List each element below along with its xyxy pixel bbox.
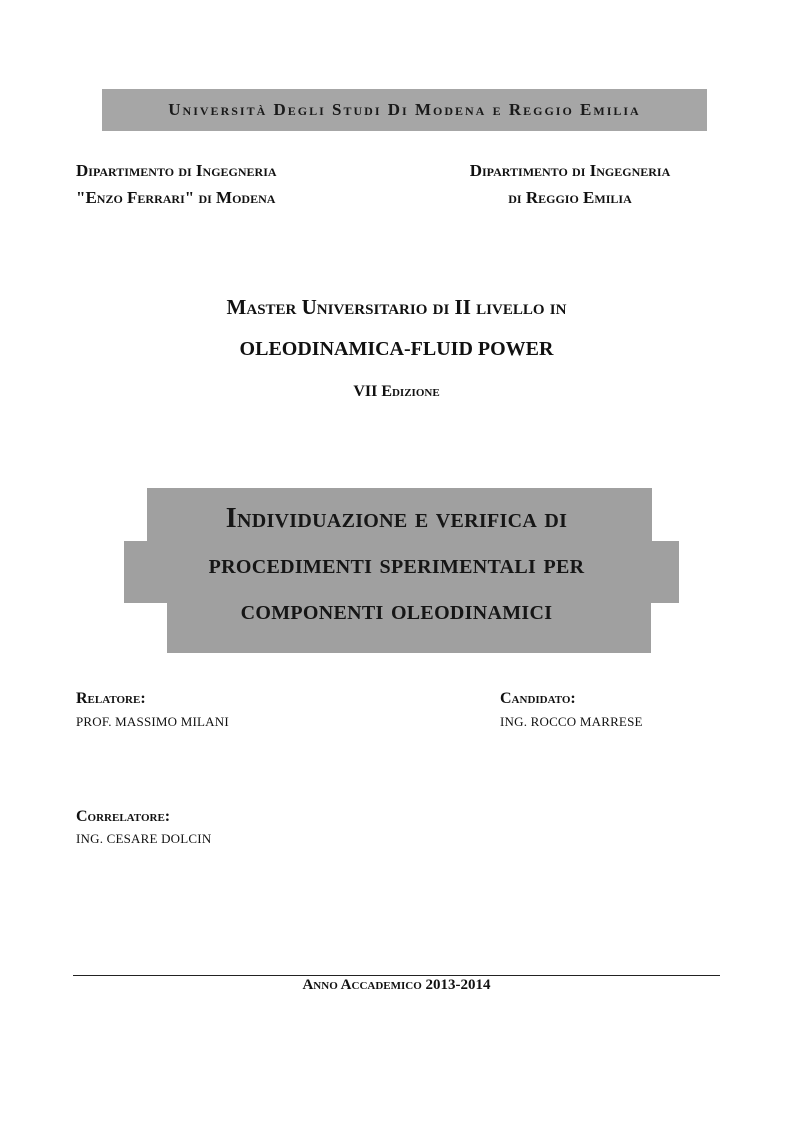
supervisor-name: PROF. MASSIMO MILANI <box>76 714 229 729</box>
thesis-title-line-3: componenti oleodinamici <box>240 595 553 626</box>
thesis-title-line-1: Individuazione e verifica di <box>225 503 568 534</box>
co-supervisor-label: Correlatore: <box>76 808 171 825</box>
department-left <box>76 157 396 211</box>
footer-divider <box>73 975 720 976</box>
candidate-name: ING. ROCCO MARRESE <box>500 714 643 729</box>
department-right <box>400 157 740 211</box>
supervisor-label: Relatore: <box>76 690 146 707</box>
master-program-title: Master Universitario di II livello in <box>226 295 567 319</box>
university-banner <box>102 89 707 131</box>
department-left-line-2: "Enzo Ferrari" di Modena <box>76 188 276 207</box>
thesis-title-line-2: procedimenti sperimentali per <box>208 549 585 580</box>
co-supervisor-name: ING. CESARE DOLCIN <box>76 831 212 846</box>
department-right-line-2: di Reggio Emilia <box>508 188 632 207</box>
academic-year: Anno Accademico 2013-2014 <box>302 977 491 993</box>
master-program-subject: OLEODINAMICA-FLUID POWER <box>239 338 554 360</box>
master-edition: VII Edizione <box>353 383 440 400</box>
candidate-label: Candidato: <box>500 690 576 707</box>
department-right-line-1: Dipartimento di Ingegneria <box>469 161 671 180</box>
department-left-line-1: Dipartimento di Ingegneria <box>76 161 277 180</box>
university-name: Università Degli Studi Di Modena e Reggio Emilia <box>168 100 641 119</box>
